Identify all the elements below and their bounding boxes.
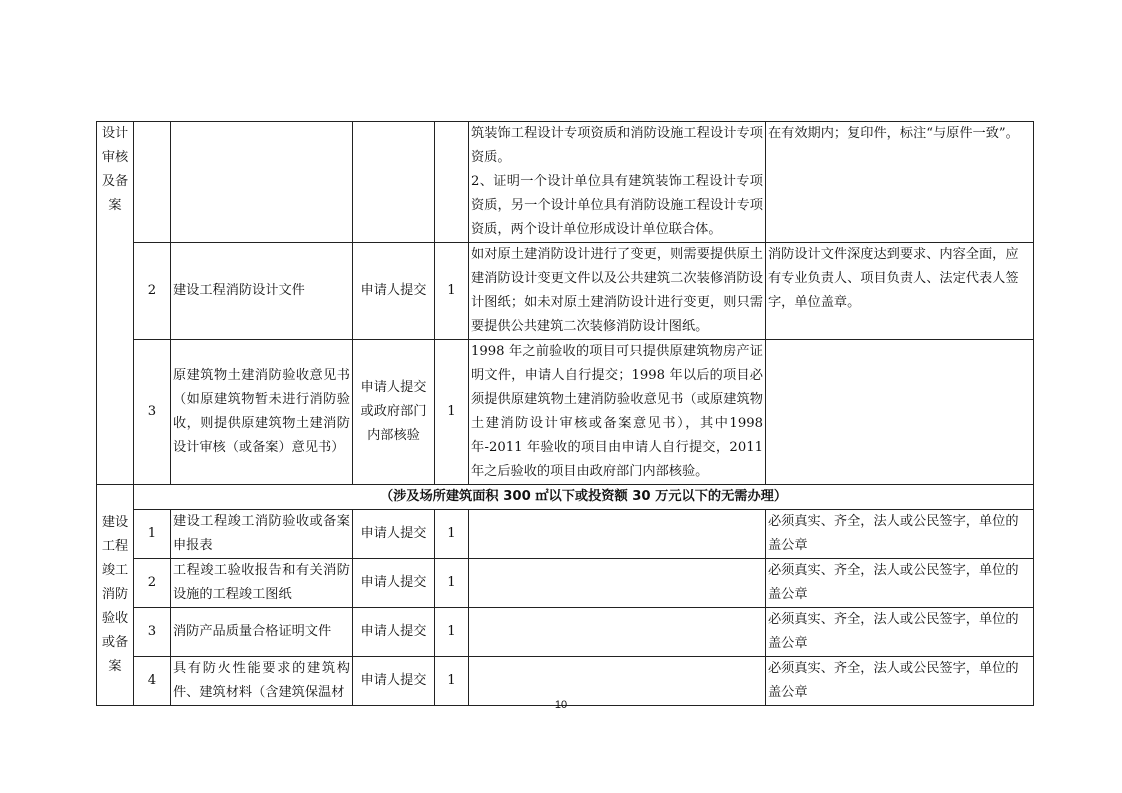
row-number: 3 — [134, 608, 171, 657]
material-standard: 必须真实、齐全，法人或公民签字，单位的盖公章 — [766, 559, 1034, 608]
page-number: 10 — [554, 699, 568, 711]
material-source: 申请人提交 — [353, 657, 435, 706]
material-standard: 在有效期内；复印件，标注“与原件一致”。 — [766, 122, 1034, 243]
material-name: 建设工程消防设计文件 — [171, 243, 353, 340]
material-source — [353, 122, 435, 243]
row-number: 3 — [134, 340, 171, 485]
material-quantity — [435, 122, 469, 243]
material-name: 工程竣工验收报告和有关消防设施的工程竣工图纸 — [171, 559, 353, 608]
table-row — [97, 510, 1034, 559]
material-source: 申请人提交 — [353, 559, 435, 608]
row-number: 4 — [134, 657, 171, 706]
materials-table — [96, 121, 1034, 706]
row-number: 2 — [134, 559, 171, 608]
row-number — [134, 122, 171, 243]
material-requirement — [469, 608, 766, 657]
table-row — [97, 608, 1034, 657]
material-name: 消防产品质量合格证明文件 — [171, 608, 353, 657]
material-name: 建设工程竣工消防验收或备案申报表 — [171, 510, 353, 559]
material-quantity: 1 — [435, 657, 469, 706]
category-cell: 建设工程竣工消防验收或备案 — [97, 485, 134, 706]
category-cell: 设计审核及备案 — [97, 122, 134, 485]
row-number: 1 — [134, 510, 171, 559]
row-number: 2 — [134, 243, 171, 340]
material-name: 原建筑物土建消防验收意见书（如原建筑物暂未进行消防验收，则提供原建筑物土建消防设计审核（或备案）意见书） — [171, 340, 353, 485]
material-requirement — [469, 510, 766, 559]
material-requirement: 如对原土建消防设计进行了变更，则需要提供原土建消防设计变更文件以及公共建筑二次装修消防设计图纸；如未对原土建消防设计进行变更，则只需要提供公共建筑二次装修消防设计图纸。 — [469, 243, 766, 340]
material-requirement: 1998 年之前验收的项目可只提供原建筑物房产证明文件，申请人自行提交；1998 年以后的项目必须提供原建筑物土建消防验收意见书（或原建筑物土建消防设计审核或备案意见书），其中1998 年-2011 年验收的项目由申请人自行提交，2011 年之后验收的项目由政府部门内部核验。 — [469, 340, 766, 485]
material-quantity: 1 — [435, 243, 469, 340]
material-source: 申请人提交或政府部门内部核验 — [353, 340, 435, 485]
section-note: （涉及场所建筑面积 300 ㎡以下或投资额 30 万元以下的无需办理） — [134, 485, 1034, 510]
material-standard: 消防设计文件深度达到要求、内容全面，应有专业负责人、项目负责人、法定代表人签字，单位盖章。 — [766, 243, 1034, 340]
table-row — [97, 122, 1034, 243]
material-quantity: 1 — [435, 340, 469, 485]
material-standard: 必须真实、齐全，法人或公民签字，单位的盖公章 — [766, 608, 1034, 657]
table-row — [97, 243, 1034, 340]
table-row — [97, 340, 1034, 485]
material-requirement: 筑装饰工程设计专项资质和消防设施工程设计专项资质。 2、证明一个设计单位具有建筑装饰工程设计专项资质，另一个设计单位具有消防设施工程设计专项资质，两个设计单位形成设计单位联合体。 — [469, 122, 766, 243]
material-quantity: 1 — [435, 559, 469, 608]
material-requirement — [469, 559, 766, 608]
section-note-row — [97, 485, 1034, 510]
material-standard — [766, 340, 1034, 485]
material-source: 申请人提交 — [353, 510, 435, 559]
material-quantity: 1 — [435, 608, 469, 657]
material-standard: 必须真实、齐全，法人或公民签字，单位的盖公章 — [766, 657, 1034, 706]
material-quantity: 1 — [435, 510, 469, 559]
table-row — [97, 559, 1034, 608]
material-name: 具有防火性能要求的建筑构件、建筑材料（含建筑保温材 — [171, 657, 353, 706]
material-source: 申请人提交 — [353, 243, 435, 340]
material-name — [171, 122, 353, 243]
material-source: 申请人提交 — [353, 608, 435, 657]
material-standard: 必须真实、齐全，法人或公民签字，单位的盖公章 — [766, 510, 1034, 559]
